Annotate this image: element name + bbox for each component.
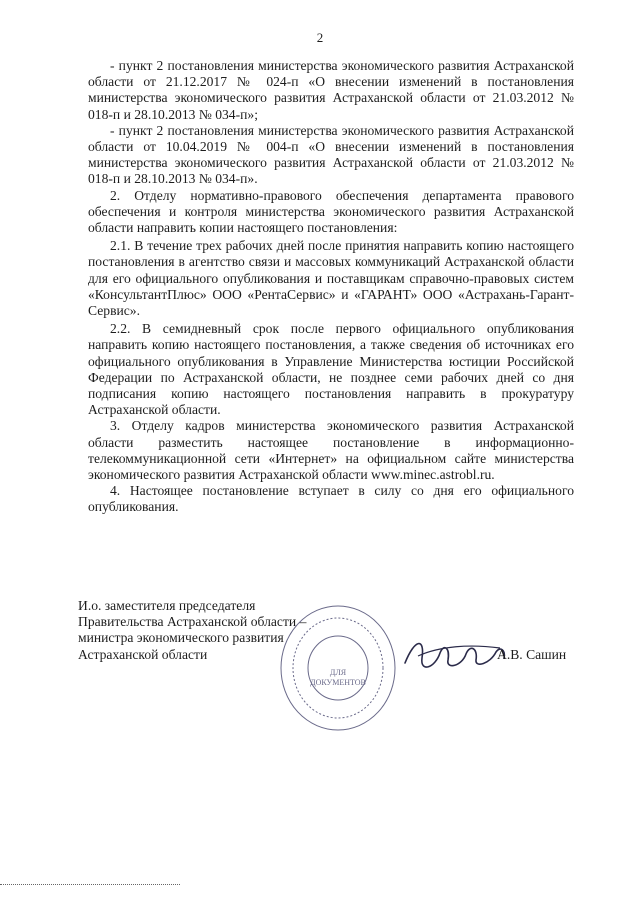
page-number: 2 [316,30,324,45]
paragraph-item-3: 3. Отделу кадров министерства экономического развития Астраханской области разместить настоящее постановление в информационно-телекоммуникационной сети «Интернет» на официальном сайте министерства экономического развития Астраханской области www.minec.astrobl.ru. [88,418,574,483]
paragraph-item-4: 4. Настоящее постановление вступает в силу со дня его официального опубликования. [88,483,574,515]
signatory-name: А.В. Сашин [497,647,567,662]
stamp-text-2: ДОКУМЕНТОВ [310,678,366,687]
paragraph-clause-2: - пункт 2 постановления министерства экономического развития Астраханской области от 10.04.2019 № 004-п «О внесении изменений в постановления министерства экономического развития Астраханской области от 21.03.2012 № 018-п и 28.10.2013 № 034-п». [88,122,574,187]
signature-title-line-2: Правительства Астраханской области – [78,614,307,630]
signature-title-line-3: министра экономического развития [78,630,284,646]
signature-title-line-4: Астраханской области [78,646,208,662]
stamp-text-1: ДЛЯ [329,668,347,677]
paragraph-clause-1: - пункт 2 постановления министерства экономического развития Астраханской области от 21.12.2017 № 024-п «О внесении изменений в постановления министерства экономического развития Астраханской области от 21.03.2012 № 018-п и 28.10.2013 № 034-п»; [88,58,574,122]
signature-block [78,598,306,663]
handwritten-signature [400,628,510,678]
document-body [88,58,574,516]
paragraph-item-2: 2. Отделу нормативно-правового обеспечения департамента правового обеспечения и контроля министерства экономического развития Астраханской области направить копии настоящего постановления: [88,187,574,236]
paragraph-item-2-1: 2.1. В течение трех рабочих дней после принятия направить копию настоящего постановления в агентство связи и массовых коммуникаций Астраханской области для его официального опубликования и поставщикам справочно-правовых систем «КонсультантПлюс» ООО «РентаСервис» и «ГАРАНТ» ООО «Астрахань-Гарант-Сервис». [88,238,574,319]
signature-title-line-1: И.о. заместителя председателя [78,598,256,613]
footer-divider [0,884,180,886]
official-stamp [278,603,398,733]
paragraph-item-2-2: 2.2. В семидневный срок после первого официального опубликования направить копию настоящего постановления, а также сведения об источниках его официального опубликования в Управление Министерства юстиции Российской Федерации по Астраханской области, не позднее семи рабочих дней со дня подписания копию настоящего постановления направить в прокуратуру Астраханской области. [88,321,574,418]
